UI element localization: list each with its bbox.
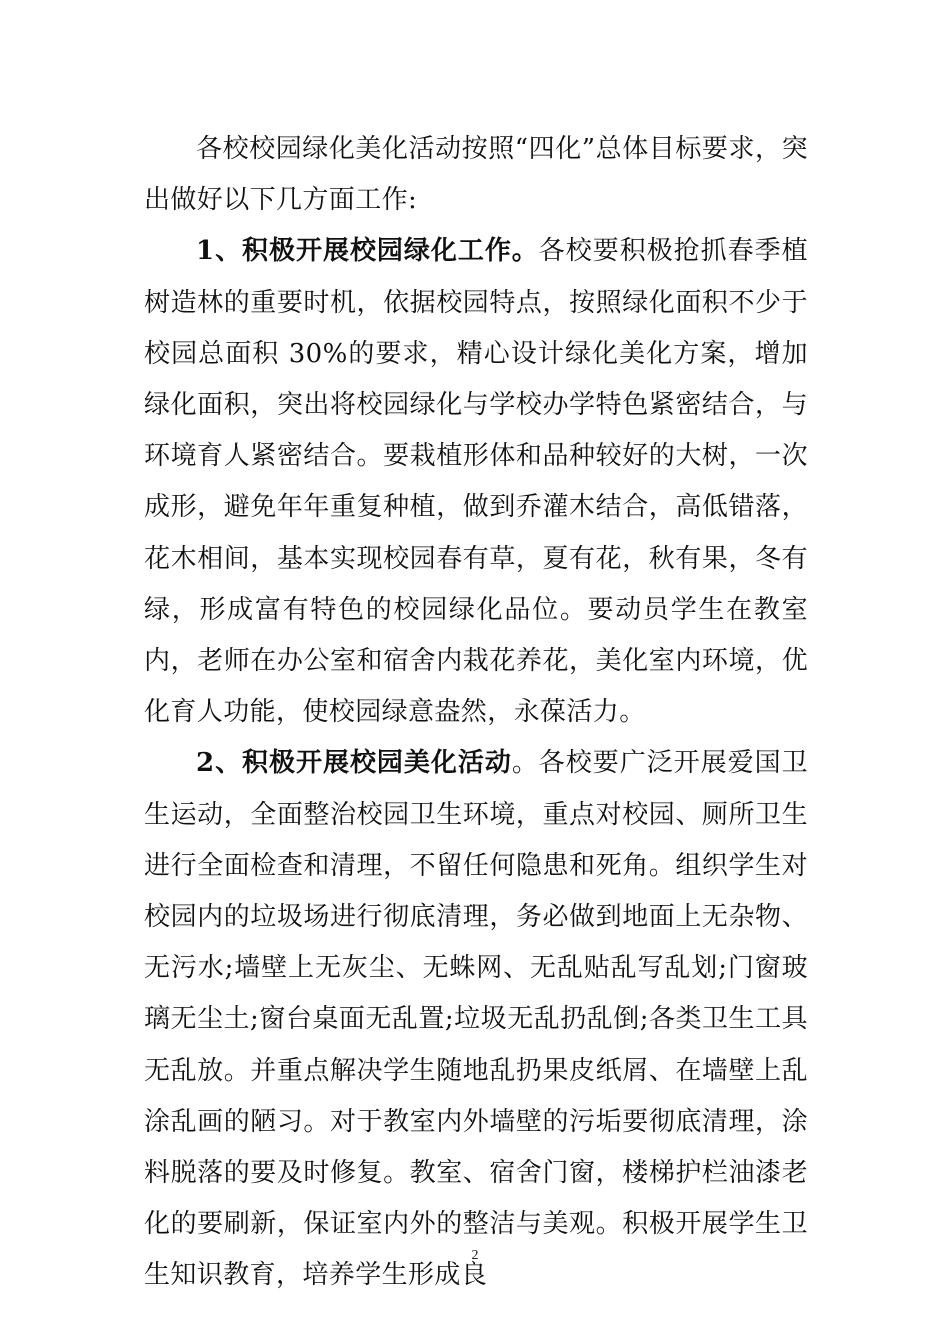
page-number: 2 (471, 1248, 479, 1263)
section-1-text: 各校要积极抢抓春季植树造林的重要时机，依据校园特点，按照绿化面积不少于校园总面积 30%的要求，精心设计绿化美化方案，增加绿化面积，突出将校园绿化与学校办学特色紧密结合，与环境育人紧密结合。要栽植形体和品种较好的大树，一次成形，避免年年重复种植，做到乔灌木结合，高低错落，花木相间，基本实现校园春有草，夏有花，秋有果，冬有绿，形成富有特色的校园绿化品位。要动员学生在教室内，老师在办公室和宿舍内栽花养花，美化室内环境，优化育人功能，使校园绿意盎然，永葆活力。 (144, 236, 808, 728)
section-2-text: 。各校要广泛开展爱国卫生运动，全面整治校园卫生环境，重点对校园、厕所卫生进行全面检查和清理，不留任何隐患和死角。组织学生对校园内的垃圾场进行彻底清理，务必做到地面上无杂物、无污水;墙壁上无灰尘、无蛛网、无乱贴乱写乱划;门窗玻璃无尘土;窗台桌面无乱置;垃圾无乱扔乱倒;各类卫生工具无乱放。并重点解决学生随地乱扔果皮纸屑、在墙壁上乱涂乱画的陋习。对于教室内外墙壁的污垢要彻底清理，涂料脱落的要及时修复。教室、宿舍门窗，楼梯护栏油漆老化的要刷新，保证室内外的整洁与美观。积极开展学生卫生知识教育，培养学生形成良 (144, 748, 808, 1291)
intro-paragraph (144, 124, 808, 226)
section-2-paragraph (144, 738, 808, 1301)
intro-text: 各校校园绿化美化活动按照“四化”总体目标要求，突出做好以下几方面工作: (144, 134, 808, 216)
section-1-paragraph (144, 226, 808, 738)
document-body (144, 124, 808, 1302)
section-1-heading: 1、积极开展校园绿化工作。 (196, 236, 539, 267)
section-2-heading: 2、积极开展校园美化活动 (196, 748, 512, 779)
